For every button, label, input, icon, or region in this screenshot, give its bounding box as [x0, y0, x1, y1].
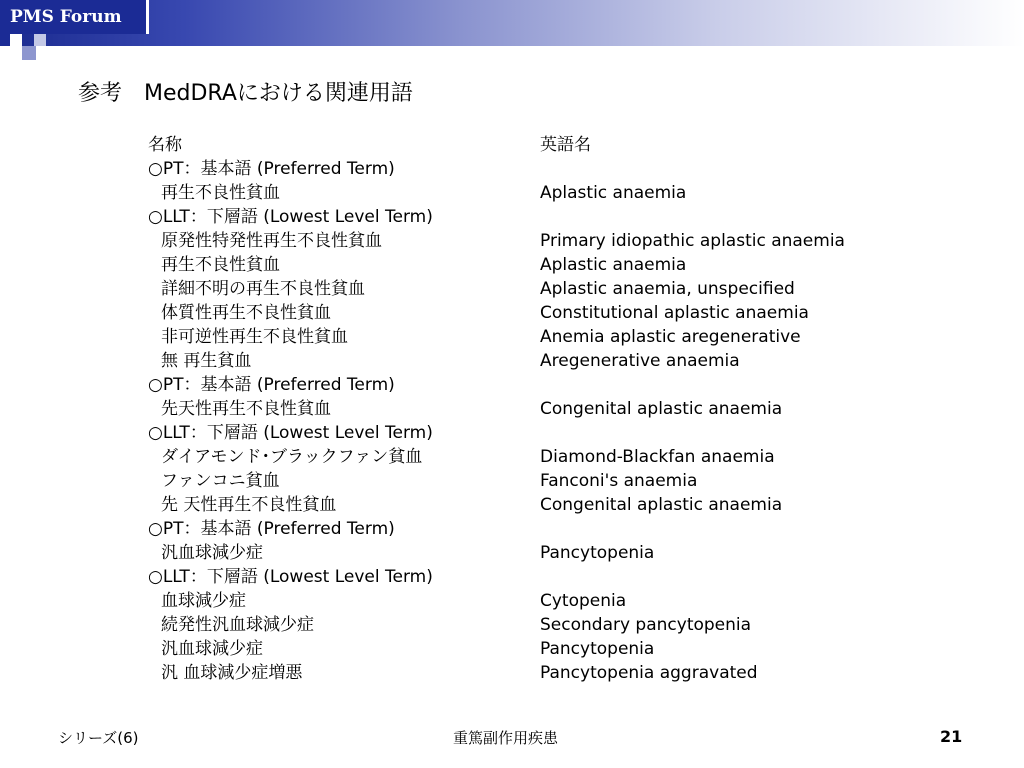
term-name-en: Aplastic anaemia, unspecified — [540, 279, 795, 299]
term-name-en: Primary idiopathic aplastic anaemia — [540, 231, 845, 251]
decor-square — [22, 46, 36, 60]
logo-text: PMS Forum — [10, 7, 122, 27]
column-header-en: 英語名 — [540, 135, 591, 155]
term-name-en: Aplastic anaemia — [540, 183, 687, 203]
term-name-ja: 原発性特発性再生不良性貧血 — [161, 231, 382, 251]
term-name-en: Aregenerative anaemia — [540, 351, 740, 371]
term-name-en: Secondary pancytopenia — [540, 615, 752, 635]
term-name-en: Pancytopenia — [540, 639, 655, 659]
term-name-ja: 続発性汎血球減少症 — [161, 615, 314, 635]
term-category-heading: ○LLT：下層語 (Lowest Level Term) — [148, 207, 433, 227]
pms-forum-logo — [0, 0, 149, 34]
slide-title: 参考 MedDRAにおける関連用語 — [78, 81, 413, 106]
term-name-ja: 汎血球減少症 — [161, 639, 263, 659]
term-name-en: Congenital aplastic anaemia — [540, 495, 783, 515]
term-category-heading: ○LLT：下層語 (Lowest Level Term) — [148, 567, 433, 587]
header-band — [0, 0, 1024, 46]
term-name-en: Pancytopenia aggravated — [540, 663, 758, 683]
decor-square — [0, 34, 10, 46]
term-name-ja: 詳細不明の再生不良性貧血 — [161, 279, 365, 299]
term-name-ja: 先 天性再生不良性貧血 — [161, 495, 337, 515]
term-name-ja: 先天性再生不良性貧血 — [161, 399, 331, 419]
term-name-en: Fanconi's anaemia — [540, 471, 698, 491]
page-number: 21 — [940, 727, 963, 746]
term-name-ja: 汎 血球減少症増悪 — [161, 663, 303, 683]
term-name-en: Diamond-Blackfan anaemia — [540, 447, 775, 467]
term-name-en: Congenital aplastic anaemia — [540, 399, 783, 419]
term-category-heading: ○PT：基本語 (Preferred Term) — [148, 375, 395, 395]
term-name-en: Anemia aplastic aregenerative — [540, 327, 801, 347]
term-category-heading: ○LLT：下層語 (Lowest Level Term) — [148, 423, 433, 443]
term-name-ja: 体質性再生不良性貧血 — [161, 303, 331, 323]
term-name-ja: 無 再生貧血 — [161, 351, 252, 371]
term-name-ja: 非可逆性再生不良性貧血 — [161, 327, 348, 347]
decor-square — [34, 34, 46, 46]
term-name-en: Constitutional aplastic anaemia — [540, 303, 809, 323]
footer-topic: 重篤副作用疾患 — [453, 729, 559, 747]
term-name-en: Cytopenia — [540, 591, 627, 611]
footer-series: シリーズ(6) — [58, 729, 139, 747]
term-name-ja: 再生不良性貧血 — [161, 183, 280, 203]
term-name-ja: 血球減少症 — [161, 591, 246, 611]
term-category-heading: ○PT：基本語 (Preferred Term) — [148, 519, 395, 539]
term-name-en: Aplastic anaemia — [540, 255, 687, 275]
term-name-ja: 汎血球減少症 — [161, 543, 263, 563]
term-category-heading: ○PT：基本語 (Preferred Term) — [148, 159, 395, 179]
decor-square — [10, 34, 22, 46]
column-header-ja: 名称 — [148, 135, 182, 155]
term-name-en: Pancytopenia — [540, 543, 655, 563]
term-name-ja: ファンコニ貧血 — [161, 471, 280, 491]
term-name-ja: ダイアモンド･ブラックファン貧血 — [161, 447, 423, 467]
term-name-ja: 再生不良性貧血 — [161, 255, 280, 275]
